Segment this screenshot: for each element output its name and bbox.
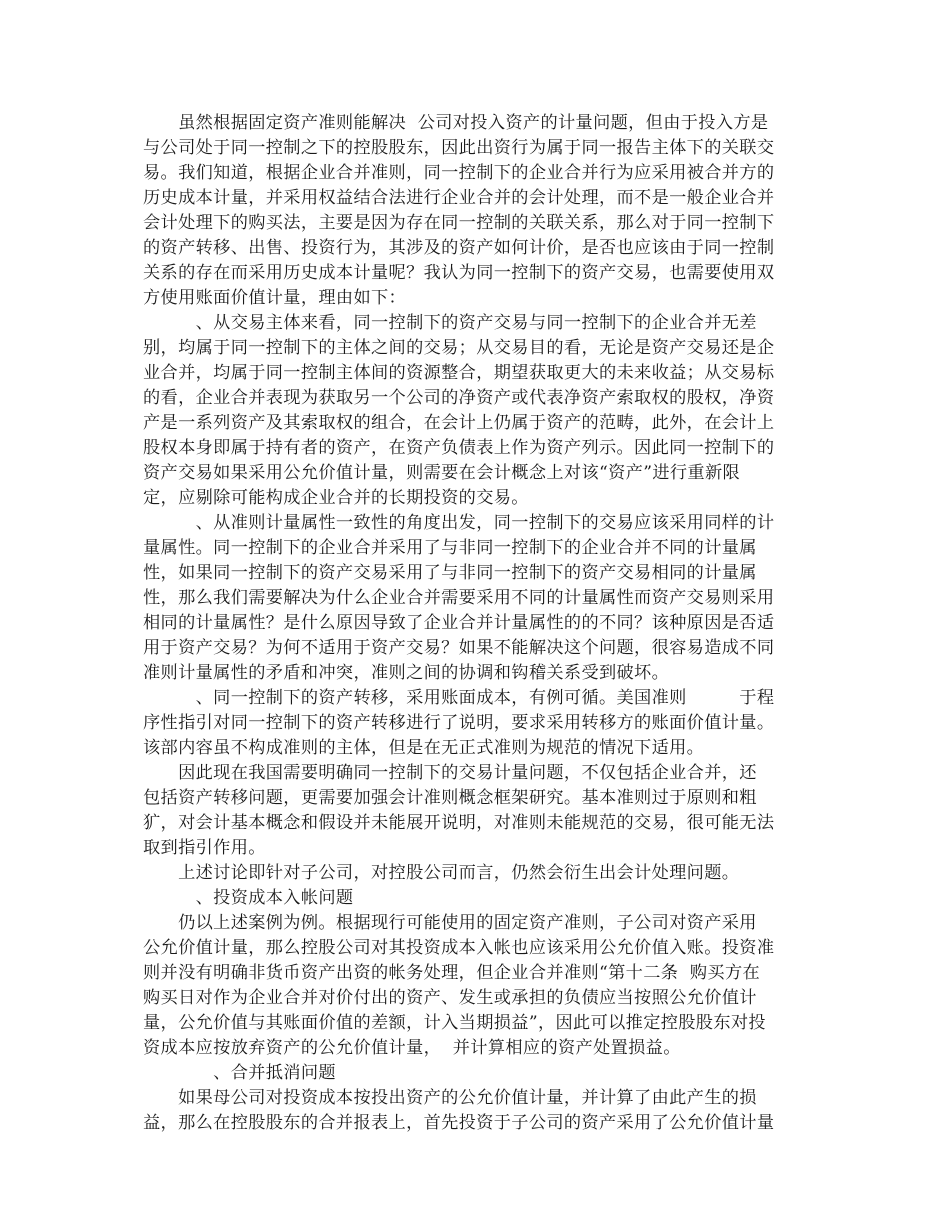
text-line: 别，均属于同一控制下的主体之间的交易；从交易目的看，无论是资产交易还是企 (143, 338, 775, 358)
text-line: 相同的计量属性？是什么原因导致了企业合并计量属性的的不同？该种原因是否适 (143, 613, 775, 633)
text-line: 取到指引作用。 (143, 838, 266, 858)
text-line: 虽然根据固定资产准则能解决 公司对投入资产的计量问题，但由于投入方是 (143, 113, 769, 133)
text-line: 如果母公司对投资成本按投出资产的公允价值计量，并计算了由此产生的损 (143, 1088, 757, 1108)
text-line: 资产交易如果采用公允价值计量，则需要在会计概念上对该“资产”进行重新限 (143, 463, 741, 483)
text-line: 、从准则计量属性一致性的角度出发，同一控制下的交易应该采用同样的计 (143, 513, 775, 533)
text-line: 、从交易主体来看，同一控制下的资产交易与同一控制下的企业合并无差 (143, 313, 757, 333)
text-line: 仍以上述案例为例。根据现行可能使用的固定资产准则，子公司对资产采用 (143, 913, 757, 933)
text-line: 上述讨论即针对子公司，对控股公司而言，仍然会衍生出会计处理问题。 (143, 863, 740, 883)
text-line: 包括资产转移问题，更需要加强会计准则概念框架研究。基本准则过于原则和粗 (143, 788, 757, 808)
text-line: 量属性。同一控制下的企业合并采用了与非同一控制下的企业合并不同的计量属 (143, 538, 757, 558)
text-line: 公允价值计量，那么控股公司对其投资成本入帐也应该采用公允价值入账。投资准 (143, 938, 775, 958)
text-line: 关系的存在而采用历史成本计量呢？我认为同一控制下的资产交易，也需要使用双 (143, 263, 775, 283)
text-line: 易。我们知道，根据企业合并准则，同一控制下的企业合并行为应采用被合并方的 (143, 163, 775, 183)
text-line: 、合并抵消问题 (143, 1063, 336, 1083)
text-line: 股权本身即属于持有者的资产，在资产负债表上作为资产列示。因此同一控制下的 (143, 438, 775, 458)
text-line: 因此现在我国需要明确同一控制下的交易计量问题，不仅包括企业合并，还 (143, 763, 757, 783)
text-line: 则并没有明确非货币资产出资的帐务处理，但企业合并准则“第十二条 购买方在 (143, 963, 761, 983)
text-line: 与公司处于同一控制之下的控股股东，因此出资行为属于同一报告主体下的关联交 (143, 138, 775, 158)
text-line: 犷，对会计基本概念和假设并未能展开说明，对准则未能规范的交易，很可能无法 (143, 813, 775, 833)
text-line: 产是一系列资产及其索取权的组合，在会计上仍属于资产的范畴，此外，在会计上 (143, 413, 775, 433)
text-line: 的看，企业合并表现为获取另一个公司的净资产或代表净资产索取权的股权，净资 (143, 388, 775, 408)
text-line: 性，如果同一控制下的资产交易采用了与非同一控制下的资产交易相同的计量属 (143, 563, 757, 583)
text-line: 、同一控制下的资产转移，采用账面成本，有例可循。美国准则 于程 (143, 688, 775, 708)
text-line: 业合并，均属于同一控制主体间的资源整合，期望获取更大的未来收益；从交易标 (143, 363, 775, 383)
text-line: 方使用账面价值计量，理由如下： (143, 288, 407, 308)
text-line: 的资产转移、出售、投资行为，其涉及的资产如何计价，是否也应该由于同一控制 (143, 238, 775, 258)
text-line: 历史成本计量，并采用权益结合法进行企业合并的会计处理，而不是一般企业合并 (143, 188, 775, 208)
text-line: 准则计量属性的矛盾和冲突，准则之间的协调和钩稽关系受到破坏。 (143, 663, 670, 683)
text-line: 购买日对作为企业合并对价付出的资产、发生或承担的负债应当按照公允价值计 (143, 988, 757, 1008)
text-line: 该部内容虽不构成准则的主体，但是在无正式准则为规范的情况下适用。 (143, 738, 705, 758)
text-line: 益，那么在控股股东的合并报表上，首先投资于子公司的资产采用了公允价值计量 (143, 1113, 775, 1133)
text-line: 定，应剔除可能构成企业合并的长期投资的交易。 (143, 488, 529, 508)
text-line: 性，那么我们需要解决为什么企业合并需要采用不同的计量属性而资产交易则采用 (143, 588, 775, 608)
text-line: 量，公允价值与其账面价值的差额，计入当期损益”，因此可以推定控股股东对投 (143, 1013, 766, 1033)
text-line: 用于资产交易？为何不适用于资产交易？如果不能解决这个问题，很容易造成不同 (143, 638, 775, 658)
text-line: 资成本应按放弃资产的公允价值计量， 并计算相应的资产处置损益。 (143, 1038, 681, 1058)
text-line: 序性指引对同一控制下的资产转移进行了说明，要求采用转移方的账面价值计量。 (143, 713, 775, 733)
text-line: 会计处理下的购买法，主要是因为存在同一控制的关联关系，那么对于同一控制下 (143, 213, 775, 233)
text-line: 、投资成本入帐问题 (143, 888, 354, 908)
